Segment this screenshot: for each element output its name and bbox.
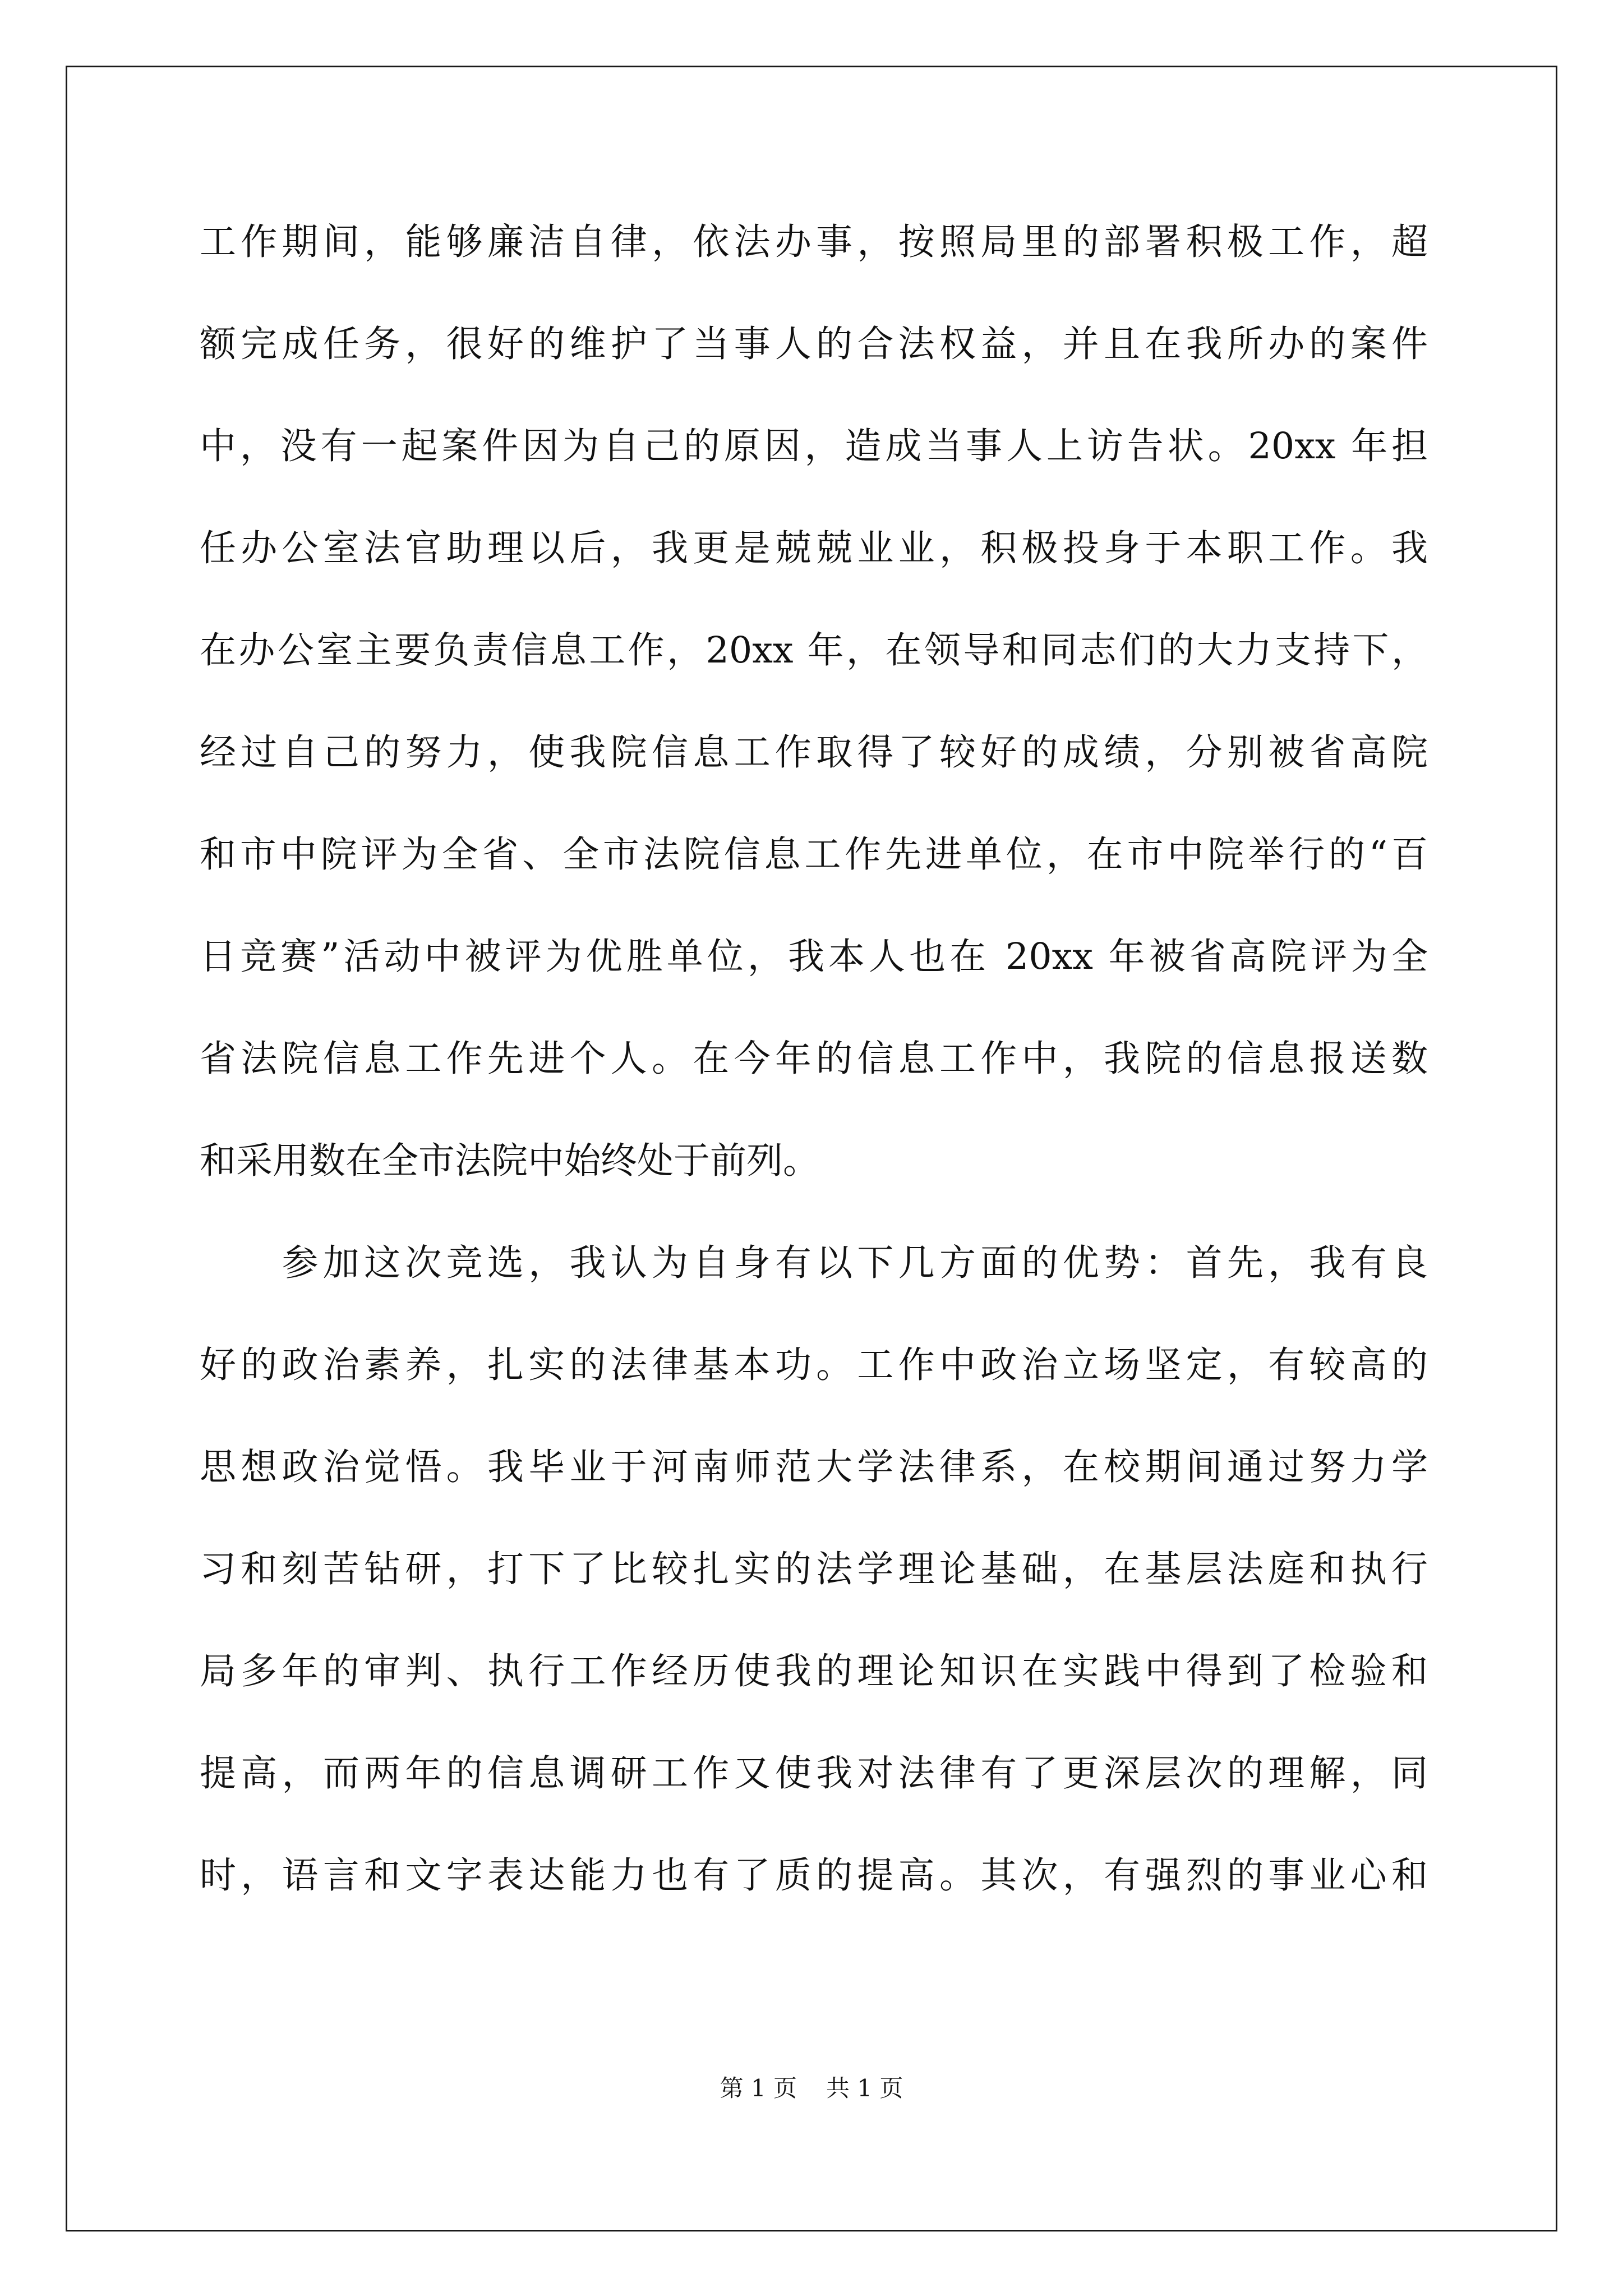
text-line: 额完成任务，很好的维护了当事人的合法权益，并且在我所办的案件	[200, 323, 1428, 365]
document-body	[200, 191, 1428, 1927]
text-line: 思想政治觉悟。我毕业于河南师范大学法律系，在校期间通过努力学	[200, 1446, 1428, 1488]
text-line: 好的政治素养，扎实的法律基本功。工作中政治立场坚定，有较高的	[200, 1344, 1428, 1386]
page-number: 第 1 页	[720, 2074, 797, 2102]
text-line: 和市中院评为全省、全市法院信息工作先进单位，在市中院举行的“百	[200, 834, 1428, 876]
text-line-paragraph-start: 参加这次竞选，我认为自身有以下几方面的优势：首先，我有良	[200, 1242, 1428, 1284]
text-line: 提高，而两年的信息调研工作又使我对法律有了更深层次的理解，同	[200, 1752, 1428, 1795]
text-line: 经过自己的努力，使我院信息工作取得了较好的成绩，分别被省高院	[200, 731, 1428, 774]
text-line: 在办公室主要负责信息工作，20xx 年，在领导和同志们的大力支持下，	[200, 629, 1428, 671]
text-line: 局多年的审判、执行工作经历使我的理论知识在实践中得到了检验和	[200, 1650, 1428, 1692]
text-line: 任办公室法官助理以后，我更是兢兢业业，积极投身于本职工作。我	[200, 527, 1428, 569]
text-line: 省法院信息工作先进个人。在今年的信息工作中，我院的信息报送数	[200, 1038, 1428, 1080]
text-line: 习和刻苦钻研，打下了比较扎实的法学理论基础，在基层法庭和执行	[200, 1548, 1428, 1590]
text-line: 时，语言和文字表达能力也有了质的提高。其次，有强烈的事业心和	[200, 1855, 1428, 1897]
text-line: 日竞赛”活动中被评为优胜单位，我本人也在 20xx 年被省高院评为全	[200, 936, 1428, 978]
page-total: 共 1 页	[826, 2074, 903, 2102]
page-footer	[0, 2070, 1623, 2104]
text-line: 中，没有一起案件因为自己的原因，造成当事人上访告状。20xx 年担	[200, 425, 1428, 467]
text-line: 工作期间，能够廉洁自律，依法办事，按照局里的部署积极工作，超	[200, 221, 1428, 263]
text-line-paragraph-end: 和采用数在全市法院中始终处于前列。	[200, 1140, 820, 1182]
